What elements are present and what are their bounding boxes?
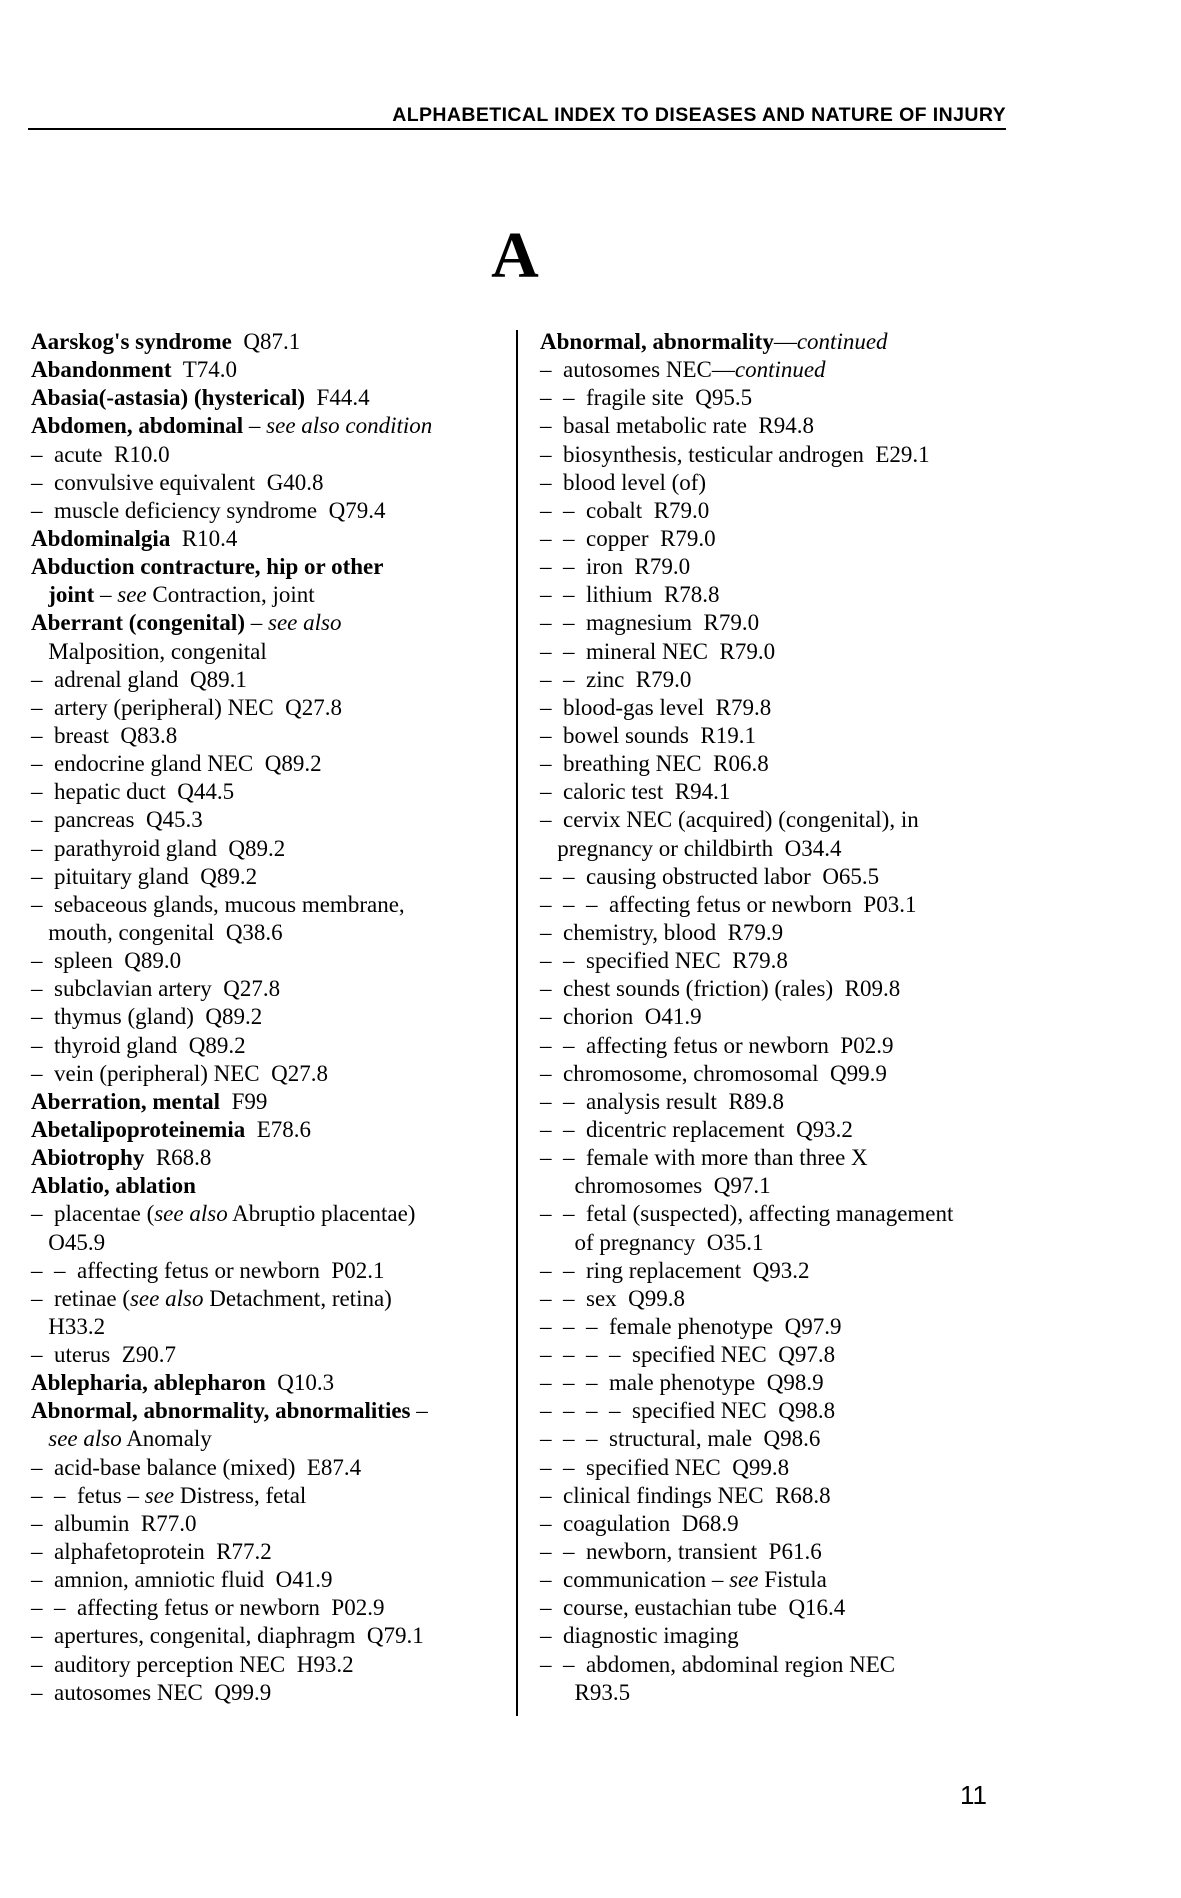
index-text: – – iron R79.0	[540, 554, 691, 580]
index-text: – – lithium R78.8	[540, 582, 720, 608]
index-term: Aarskog's syndrome	[31, 329, 232, 354]
index-term: Ablatio, ablation	[31, 1173, 196, 1199]
index-line	[540, 1116, 1010, 1144]
index-line	[540, 1313, 1010, 1341]
index-line	[31, 581, 511, 609]
index-line	[540, 384, 1010, 412]
index-text: – amnion, amniotic fluid O41.9	[31, 1567, 333, 1593]
index-line	[540, 1200, 1010, 1228]
index-line	[540, 694, 1010, 722]
index-text: – – affecting fetus or newborn P02.9	[31, 1595, 385, 1621]
index-line	[540, 863, 1010, 891]
index-text: Distress, fetal	[174, 1482, 307, 1508]
index-line	[31, 1369, 511, 1397]
index-text: – retinae (	[31, 1285, 130, 1311]
index-line	[540, 835, 1010, 863]
section-letter: A	[491, 219, 539, 292]
index-text: – autosomes NEC Q99.9	[31, 1679, 272, 1705]
index-line	[31, 1229, 511, 1257]
index-crossref: see also condition	[266, 413, 433, 439]
index-line	[540, 722, 1010, 750]
left-index-column	[31, 328, 511, 1707]
index-text: F99	[220, 1088, 268, 1114]
index-text: – – copper R79.0	[540, 525, 716, 551]
index-text: – chorion O41.9	[540, 1004, 702, 1030]
index-crossref: continued	[796, 329, 888, 354]
index-line	[540, 497, 1010, 525]
index-text: –	[243, 413, 267, 439]
index-line	[540, 975, 1010, 1003]
index-line	[540, 806, 1010, 834]
index-text: – – specified NEC R79.8	[540, 948, 788, 974]
index-text: – breast Q83.8	[31, 722, 178, 748]
index-text: Detachment, retina)	[203, 1285, 392, 1311]
index-term: Abduction contracture, hip or other	[31, 554, 384, 580]
index-term: Abnormal, abnormality, abnormalities	[31, 1398, 411, 1424]
index-text: mouth, congenital Q38.6	[31, 919, 283, 945]
index-line	[540, 1257, 1010, 1285]
index-line	[31, 1397, 511, 1425]
index-line	[540, 1341, 1010, 1369]
index-line	[31, 609, 511, 637]
index-text: – artery (peripheral) NEC Q27.8	[31, 694, 343, 720]
index-line	[540, 1594, 1010, 1622]
index-line	[540, 1060, 1010, 1088]
index-line	[540, 1285, 1010, 1313]
index-line	[540, 919, 1010, 947]
index-line	[540, 1003, 1010, 1031]
index-text: – chromosome, chromosomal Q99.9	[540, 1060, 887, 1086]
index-text: – blood level (of)	[540, 469, 707, 495]
index-text: – – – female phenotype Q97.9	[540, 1313, 842, 1339]
index-line	[540, 356, 1010, 384]
index-line	[31, 750, 511, 778]
index-crossref: see also	[129, 1285, 204, 1311]
index-text: Q10.3	[265, 1370, 335, 1396]
index-line	[31, 1032, 511, 1060]
index-line	[540, 609, 1010, 637]
index-text: – – abdomen, abdominal region NEC	[540, 1651, 896, 1677]
index-text: – convulsive equivalent G40.8	[31, 469, 324, 495]
index-line	[31, 1341, 511, 1369]
index-line	[540, 1622, 1010, 1650]
index-term: Aberration, mental	[31, 1088, 221, 1114]
index-text: R68.8	[144, 1145, 212, 1171]
index-line	[31, 1622, 511, 1650]
page-number: 11	[960, 1780, 987, 1810]
index-text: – – magnesium R79.0	[540, 610, 760, 636]
index-text: – sebaceous glands, mucous membrane,	[31, 891, 405, 917]
index-line	[540, 525, 1010, 553]
index-text: – course, eustachian tube Q16.4	[540, 1595, 846, 1621]
index-line	[31, 891, 511, 919]
index-line	[31, 412, 511, 440]
index-text: Q87.1	[231, 329, 301, 354]
index-line	[540, 1369, 1010, 1397]
index-line	[31, 356, 511, 384]
index-term: Ablepharia, ablepharon	[31, 1370, 266, 1396]
index-text: – – zinc R79.0	[540, 666, 692, 692]
index-text: – auditory perception NEC H93.2	[31, 1651, 354, 1677]
index-line	[31, 553, 511, 581]
index-line	[31, 1144, 511, 1172]
index-text: – spleen Q89.0	[31, 948, 182, 974]
header-rule	[28, 128, 1006, 130]
index-line	[31, 835, 511, 863]
index-term: Abasia(-astasia) (hysterical)	[31, 385, 306, 411]
index-line	[31, 975, 511, 1003]
index-text: – pituitary gland Q89.2	[31, 863, 258, 889]
index-text: – diagnostic imaging	[540, 1623, 739, 1649]
index-line	[31, 1679, 511, 1707]
index-line	[31, 1257, 511, 1285]
index-text: – – – – specified NEC Q97.8	[540, 1342, 836, 1368]
index-line	[540, 1088, 1010, 1116]
index-text: – – analysis result R89.8	[540, 1088, 785, 1114]
index-text: Malposition, congenital	[31, 638, 267, 664]
index-text: – chemistry, blood R79.9	[540, 919, 784, 945]
index-line	[540, 1229, 1010, 1257]
index-text: – – newborn, transient P61.6	[540, 1539, 822, 1565]
index-line	[540, 1172, 1010, 1200]
index-text	[31, 1426, 48, 1451]
index-text: – acute R10.0	[31, 441, 170, 467]
index-text: – pancreas Q45.3	[31, 807, 203, 833]
index-line	[540, 666, 1010, 694]
index-text: –	[94, 582, 118, 608]
index-line	[31, 1285, 511, 1313]
index-text: – – affecting fetus or newborn P02.1	[31, 1257, 385, 1283]
index-text: – endocrine gland NEC Q89.2	[31, 751, 322, 777]
index-line	[540, 412, 1010, 440]
index-text: Contraction, joint	[146, 582, 315, 608]
index-line	[31, 1566, 511, 1594]
index-term: Abiotrophy	[31, 1145, 145, 1171]
index-crossref: see also	[268, 610, 342, 636]
index-text: R93.5	[540, 1679, 631, 1705]
right-index-column	[540, 328, 1010, 1707]
index-text: – vein (peripheral) NEC Q27.8	[31, 1060, 329, 1086]
index-line	[540, 1454, 1010, 1482]
index-text: Fistula	[758, 1567, 827, 1593]
index-text: – – ring replacement Q93.2	[540, 1257, 810, 1283]
index-text: – adrenal gland Q89.1	[31, 666, 247, 692]
index-crossref: see also	[48, 1426, 122, 1452]
index-text: – – causing obstructed labor O65.5	[540, 863, 880, 889]
index-text: – autosomes NEC—	[540, 357, 735, 383]
index-line	[540, 1510, 1010, 1538]
index-text	[31, 582, 48, 607]
index-text: – – – – specified NEC Q98.8	[540, 1398, 836, 1424]
index-text: of pregnancy O35.1	[540, 1229, 764, 1255]
index-text: – muscle deficiency syndrome Q79.4	[31, 497, 386, 523]
index-text: – – fetus –	[31, 1482, 145, 1508]
index-line	[540, 750, 1010, 778]
index-line	[31, 525, 511, 553]
index-crossref: see also	[154, 1201, 228, 1227]
index-text: – – – male phenotype Q98.9	[540, 1370, 824, 1396]
index-text: – – – affecting fetus or newborn P03.1	[540, 891, 917, 917]
index-text: – blood-gas level R79.8	[540, 694, 772, 720]
index-line	[31, 722, 511, 750]
index-text: pregnancy or childbirth O34.4	[540, 835, 842, 861]
index-line	[540, 638, 1010, 666]
index-line	[540, 581, 1010, 609]
index-line	[540, 553, 1010, 581]
index-text: – biosynthesis, testicular androgen E29.1	[540, 441, 930, 467]
index-line	[31, 497, 511, 525]
index-text: – – affecting fetus or newborn P02.9	[540, 1032, 894, 1058]
index-term: Abdomen, abdominal	[31, 413, 244, 439]
index-line	[31, 384, 511, 412]
index-text: – caloric test R94.1	[540, 779, 731, 805]
index-text: F44.4	[305, 385, 370, 411]
index-crossref: continued	[734, 357, 826, 383]
index-line	[31, 1510, 511, 1538]
index-text: – placentae (	[31, 1201, 155, 1227]
index-text: – subclavian artery Q27.8	[31, 976, 281, 1002]
index-line	[540, 1032, 1010, 1060]
index-text: – communication –	[540, 1567, 730, 1593]
index-text: —	[773, 329, 797, 354]
index-text: – alphafetoprotein R77.2	[31, 1539, 272, 1565]
index-line	[31, 1172, 511, 1200]
index-text: R10.4	[170, 525, 238, 551]
index-line	[31, 1060, 511, 1088]
index-crossref: see	[144, 1482, 175, 1508]
index-line	[540, 891, 1010, 919]
index-line	[31, 1651, 511, 1679]
index-term: Abandonment	[31, 357, 172, 383]
index-text: – acid-base balance (mixed) E87.4	[31, 1454, 362, 1480]
index-text: – apertures, congenital, diaphragm Q79.1	[31, 1623, 424, 1649]
index-line	[540, 469, 1010, 497]
index-text: – coagulation D68.9	[540, 1510, 739, 1536]
index-line	[540, 1679, 1010, 1707]
index-term: joint	[48, 582, 95, 608]
index-text: –	[245, 610, 268, 636]
index-line	[31, 328, 511, 356]
index-text: – – mineral NEC R79.0	[540, 638, 776, 664]
index-line	[31, 1538, 511, 1566]
index-crossref: see	[729, 1567, 759, 1593]
index-text: – bowel sounds R19.1	[540, 722, 756, 748]
index-text: – basal metabolic rate R94.8	[540, 413, 815, 439]
index-text: T74.0	[171, 357, 237, 383]
index-text: – hepatic duct Q44.5	[31, 779, 235, 805]
index-line	[540, 778, 1010, 806]
index-text: – thyroid gland Q89.2	[31, 1032, 246, 1058]
index-text: Abruptio placentae)	[227, 1201, 416, 1227]
index-text: – – – structural, male Q98.6	[540, 1426, 821, 1452]
index-line	[31, 666, 511, 694]
index-line	[31, 1116, 511, 1144]
index-line	[540, 1538, 1010, 1566]
index-line	[31, 441, 511, 469]
index-line	[540, 1566, 1010, 1594]
index-line	[540, 1482, 1010, 1510]
index-text: – – cobalt R79.0	[540, 497, 710, 523]
index-line	[540, 1651, 1010, 1679]
index-text: – parathyroid gland Q89.2	[31, 835, 286, 861]
index-line	[31, 919, 511, 947]
index-line	[31, 469, 511, 497]
index-line	[31, 1454, 511, 1482]
index-line	[31, 1088, 511, 1116]
index-text: – – dicentric replacement Q93.2	[540, 1116, 853, 1142]
index-text: chromosomes Q97.1	[540, 1173, 771, 1199]
index-text: – albumin R77.0	[31, 1510, 197, 1536]
index-text: – chest sounds (friction) (rales) R09.8	[540, 976, 901, 1002]
running-header: ALPHABETICAL INDEX TO DISEASES AND NATURE OF INJURY	[392, 104, 1006, 126]
index-text: –	[410, 1398, 428, 1424]
index-text: – clinical findings NEC R68.8	[540, 1482, 831, 1508]
index-text: – – sex Q99.8	[540, 1285, 686, 1311]
index-line	[540, 1397, 1010, 1425]
index-line	[31, 1425, 511, 1453]
index-line	[540, 1144, 1010, 1172]
index-line	[31, 863, 511, 891]
index-text: E78.6	[245, 1116, 312, 1142]
index-line	[31, 638, 511, 666]
index-line	[31, 1003, 511, 1031]
index-text: – uterus Z90.7	[31, 1342, 177, 1368]
index-term: Aberrant (congenital)	[31, 610, 245, 636]
index-line	[31, 694, 511, 722]
index-text: – cervix NEC (acquired) (congenital), in	[540, 807, 919, 833]
index-line	[31, 1594, 511, 1622]
index-text: – breathing NEC R06.8	[540, 751, 769, 777]
index-text: – – specified NEC Q99.8	[540, 1454, 790, 1480]
index-text: – – female with more than three X	[540, 1145, 868, 1171]
index-line	[31, 806, 511, 834]
index-line	[540, 1425, 1010, 1453]
index-text: – thymus (gland) Q89.2	[31, 1004, 263, 1030]
index-line	[31, 1313, 511, 1341]
index-text: Anomaly	[121, 1426, 212, 1452]
index-term: Abdominalgia	[31, 525, 171, 551]
index-text: – – fragile site Q95.5	[540, 385, 753, 411]
column-divider	[516, 330, 518, 1716]
index-line	[31, 778, 511, 806]
index-line	[31, 1200, 511, 1228]
index-line	[540, 328, 1010, 356]
index-line	[540, 947, 1010, 975]
index-term: Abnormal, abnormality	[540, 329, 774, 354]
index-text: – – fetal (suspected), affecting management	[540, 1201, 954, 1227]
index-line	[31, 947, 511, 975]
index-text: O45.9	[31, 1229, 106, 1255]
index-crossref: see	[117, 582, 147, 608]
index-line	[540, 441, 1010, 469]
index-line	[31, 1482, 511, 1510]
index-term: Abetalipoproteinemia	[31, 1116, 246, 1142]
index-text: H33.2	[31, 1313, 106, 1339]
